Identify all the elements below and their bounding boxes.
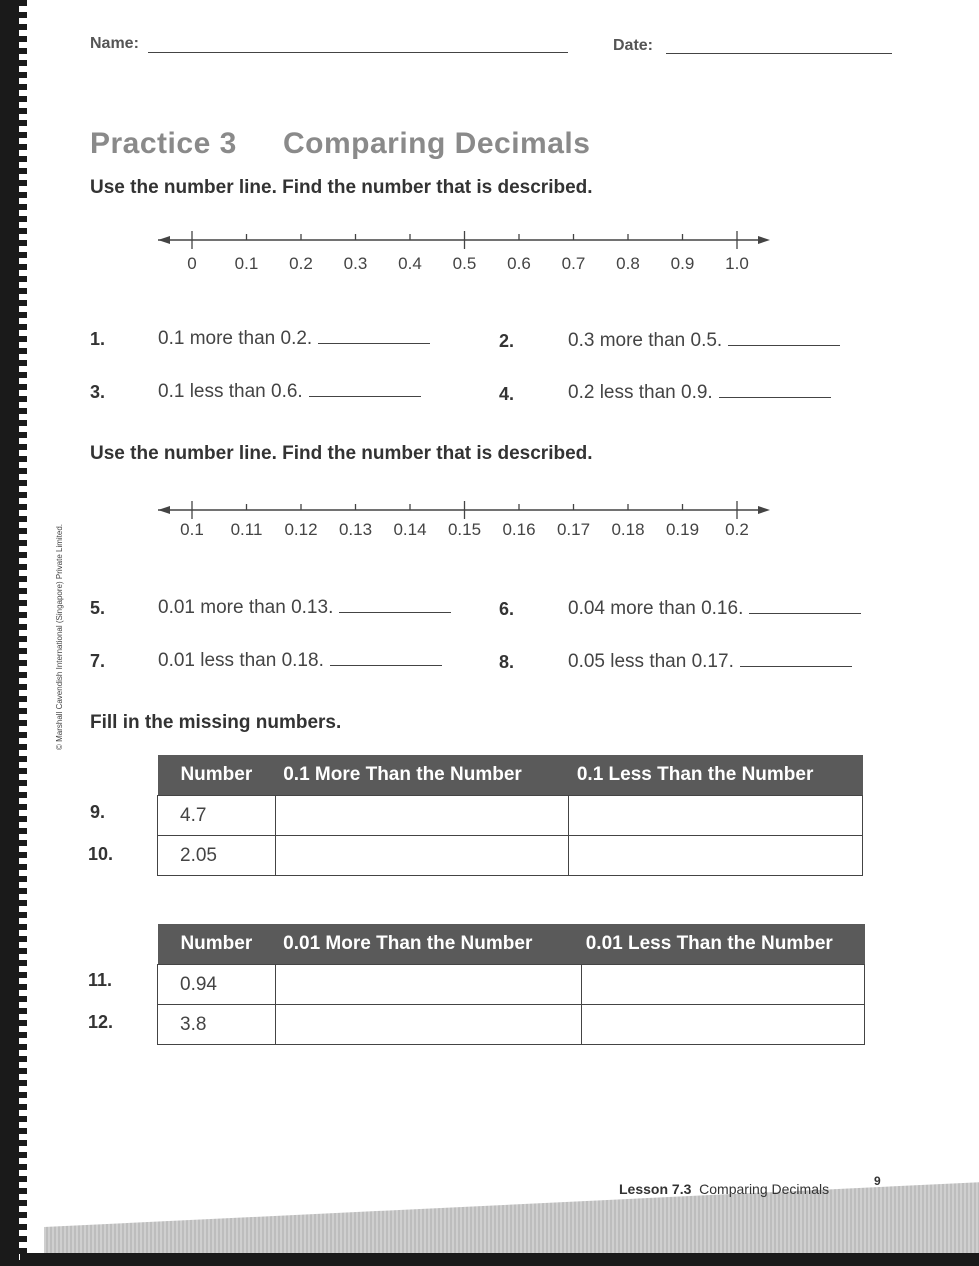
page-number: 9 [874, 1174, 881, 1188]
tick-label: 0.15 [447, 520, 482, 539]
answer-cell[interactable] [275, 796, 569, 836]
table-header: 0.01 More Than the Number [275, 924, 582, 965]
question-text: 0.05 less than 0.17. [568, 651, 734, 672]
question-6 [568, 598, 861, 620]
tick-label: 0.16 [502, 520, 536, 539]
answer-cell[interactable] [275, 965, 582, 1005]
table-cell: 4.7 [158, 796, 276, 836]
table-row [158, 965, 865, 1005]
answer-cell[interactable] [582, 965, 865, 1005]
tick-label: 0.2 [725, 520, 749, 539]
tick-label: 0.6 [507, 254, 531, 273]
answer-cell[interactable] [569, 836, 863, 876]
table-row [158, 796, 863, 836]
question-number: 1. [90, 329, 106, 349]
question-7 [158, 650, 442, 672]
date-label: Date: [613, 37, 654, 54]
question-text: 0.1 more than 0.2. [158, 328, 313, 349]
page-title: Comparing Decimals [283, 127, 591, 160]
lesson-topic: Comparing Decimals [699, 1181, 830, 1197]
table-header: Number [158, 755, 276, 796]
answer-blank[interactable] [318, 343, 430, 344]
question-number: 3. [90, 382, 106, 402]
table-row [158, 1005, 865, 1045]
tick-label: 0.1 [180, 520, 204, 539]
answer-cell[interactable] [275, 1005, 582, 1045]
table-1 [157, 755, 863, 876]
question-text: 0.04 more than 0.16. [568, 598, 744, 619]
answer-cell[interactable] [569, 796, 863, 836]
question-number: 6. [499, 599, 515, 619]
number-line-2 [150, 498, 780, 550]
table-cell: 3.8 [158, 1005, 276, 1045]
question-1 [158, 328, 430, 350]
instruction-3: Fill in the missing numbers. [90, 712, 342, 733]
question-number: 2. [499, 331, 515, 351]
question-3 [158, 381, 421, 403]
scan-edge-bottom [20, 1253, 979, 1266]
date-field[interactable] [666, 53, 892, 54]
question-text: 0.3 more than 0.5. [568, 330, 723, 351]
tick-label: 0.17 [556, 520, 591, 539]
question-number: 5. [90, 598, 106, 618]
question-text: 0.01 more than 0.13. [158, 597, 334, 618]
question-number: 11. [88, 970, 113, 990]
tick-label: 1.0 [725, 254, 749, 273]
question-number: 9. [90, 802, 106, 822]
question-8 [568, 651, 852, 673]
instruction-1: Use the number line. Find the number that is described. [90, 177, 593, 198]
tick-label: 0.13 [338, 520, 373, 539]
answer-blank[interactable] [749, 613, 861, 614]
table-header: Number [158, 924, 276, 965]
table-header: 0.1 More Than the Number [275, 755, 569, 796]
question-number: 4. [499, 384, 515, 404]
tick-label: 0.9 [670, 254, 695, 273]
tick-label: 0.4 [398, 254, 422, 273]
name-label: Name: [90, 35, 139, 52]
table-cell: 0.94 [158, 965, 276, 1005]
number-line-1 [150, 228, 780, 284]
question-5 [158, 597, 451, 619]
answer-blank[interactable] [330, 665, 442, 666]
tick-label: 0.8 [616, 254, 640, 273]
tick-label: 0.7 [561, 254, 586, 273]
tick-label: 0.3 [343, 254, 368, 273]
table-header: 0.1 Less Than the Number [569, 755, 863, 796]
instruction-2: Use the number line. Find the number that is described. [90, 443, 593, 464]
question-number: 8. [499, 652, 515, 672]
answer-cell[interactable] [275, 836, 569, 876]
copyright-notice: © Marshall Cavendish International (Singapore) Private Limited. [55, 523, 64, 750]
answer-blank[interactable] [719, 397, 831, 398]
table-2 [157, 924, 865, 1045]
question-2 [568, 330, 840, 352]
question-number: 12. [88, 1012, 114, 1032]
tick-label: 0.14 [393, 520, 427, 539]
answer-blank[interactable] [309, 396, 421, 397]
tick-label: 0.19 [665, 520, 700, 539]
question-text: 0.2 less than 0.9. [568, 382, 713, 403]
tick-label: 0.2 [289, 254, 313, 273]
table-cell: 2.05 [158, 836, 276, 876]
question-number: 10. [88, 844, 114, 864]
answer-blank[interactable] [339, 612, 451, 613]
question-text: 0.01 less than 0.18. [158, 650, 324, 671]
table-header: 0.01 Less Than the Number [582, 924, 865, 965]
question-text: 0.1 less than 0.6. [158, 381, 303, 402]
name-field[interactable] [148, 52, 568, 53]
footer-lesson [619, 1181, 829, 1197]
question-4 [568, 382, 831, 404]
table-row [158, 836, 863, 876]
answer-cell[interactable] [582, 1005, 865, 1045]
tick-label: 0.1 [234, 254, 259, 273]
tick-label: 0.18 [611, 520, 645, 539]
lesson-number: Lesson 7.3 [619, 1181, 692, 1197]
answer-blank[interactable] [728, 345, 840, 346]
practice-label: Practice 3 [90, 127, 237, 160]
tick-label: 0.11 [230, 520, 263, 539]
scan-edge-left [0, 0, 20, 1266]
answer-blank[interactable] [740, 666, 852, 667]
question-number: 7. [90, 651, 106, 671]
tick-label: 0.12 [284, 520, 318, 539]
tick-label: 0 [187, 254, 197, 273]
tick-label: 0.5 [452, 254, 477, 273]
